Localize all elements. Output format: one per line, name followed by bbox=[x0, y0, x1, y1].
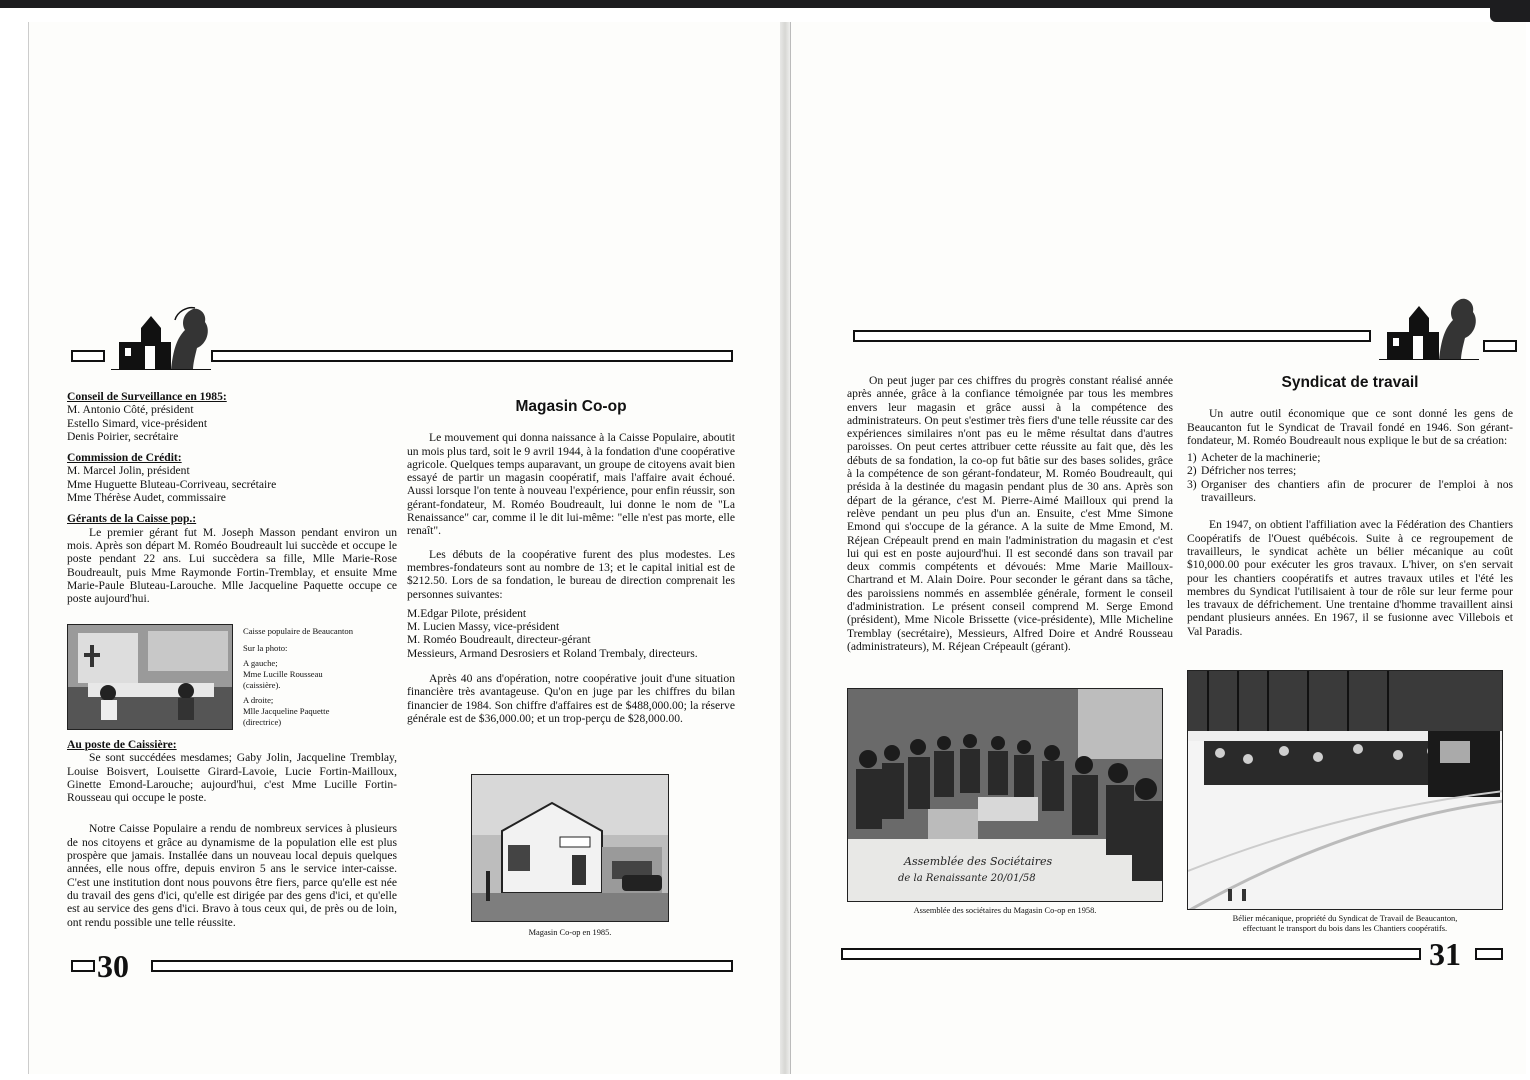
caissiere-text: Se sont succédées mesdames; Gaby Jolin, Jacqueline Tremblay, Louise Boisvert, Louisette Girard-Lavoie, Lucie Fortin-Mailloux, Ginette Emond-Larouche; aujourd'hui, c'est Mme Lucille Fortin-Rousseau qui occupe le poste. bbox=[67, 751, 397, 805]
handwriting-line1: Assemblée des Sociétaires bbox=[904, 855, 1053, 868]
footer-rule-long bbox=[841, 948, 1421, 960]
gerants-text: Le premier gérant fut M. Joseph Masson pendant environ un mois. Après son départ M. Roméo Boudreault lui succède et occupe le poste pendant 22 ans. Lui succèdera sa fille, Mlle Marie-Rose Boudreault, puis Mme Raymonde Fortin-Tremblay, et ensuite Mme Marie-Paule Bluteau-Larouche. Mlle Jacqueline Paquette occupe ce poste aujourd'hui. bbox=[67, 525, 397, 606]
caption-sur-photo: Sur la photo: bbox=[243, 643, 288, 653]
assemblee-photo bbox=[847, 688, 1163, 902]
magasin-p2: Les débuts de la coopérative furent des plus modestes. Les membres-fondateurs sont au nombre de 13; et le capital initial est de $212.50. Lors de sa fondation, le bureau de direction comprenait les personnes suivantes: bbox=[407, 547, 735, 601]
header-rule-short bbox=[1483, 340, 1517, 352]
director-item: Messieurs, Armand Desrosiers et Roland Trembaly, directeurs. bbox=[407, 646, 698, 660]
magasin-p3: Après 40 ans d'opération, notre coopérative jouit d'une situation financière très avantageuse. Qu'on en juge par les chiffres du bilan financier de 1984. Son chiffre d'affaires est de $488,000.00; la réserve générale est de $36,000.00; et un trop-perçu de $28,000.00. bbox=[407, 672, 735, 725]
coop-continued-column bbox=[847, 374, 1173, 653]
book-spine bbox=[780, 22, 790, 1074]
credit-member: M. Marcel Jolin, président bbox=[67, 464, 190, 478]
caption-droite-label: A droite; bbox=[243, 695, 274, 705]
header-rule-long bbox=[211, 350, 733, 362]
belier-caption-2: effectuant le transport du bois dans les Chantiers coopératifs. bbox=[1242, 924, 1448, 933]
caissiere-heading: Au poste de Caissière: bbox=[67, 738, 177, 751]
syndicat-title: Syndicat de travail bbox=[1281, 374, 1419, 391]
page-number-right: 31 bbox=[1429, 936, 1461, 972]
credit-member: Mme Huguette Bluteau-Corriveau, secrétaire bbox=[67, 477, 277, 491]
caption-gauche-label: A gauche; bbox=[243, 658, 278, 668]
assemblee-caption: Assemblée des sociétaires du Magasin Co-op en 1958. bbox=[913, 906, 1097, 915]
page-number-left: 30 bbox=[97, 948, 129, 984]
scanner-corner bbox=[1490, 0, 1530, 22]
right-page bbox=[790, 22, 1526, 1074]
caption-droite-role: (directrice) bbox=[243, 717, 282, 727]
gerants-heading: Gérants de la Caisse pop.: bbox=[67, 512, 197, 526]
conseil-heading: Conseil de Surveillance en 1985: bbox=[67, 390, 227, 403]
magasin-title: Magasin Co-op bbox=[515, 398, 627, 415]
syndicat-list-item: 1) Acheter de la machinerie; bbox=[1187, 451, 1321, 465]
director-item: M. Lucien Massy, vice-président bbox=[407, 620, 560, 634]
caption-droite-name: Mlle Jacqueline Paquette bbox=[243, 706, 330, 716]
conseil-member: Denis Poirier, secrétaire bbox=[67, 429, 179, 443]
caption-title: Caisse populaire de Beaucanton bbox=[243, 626, 354, 636]
left-column bbox=[67, 390, 397, 605]
footer-rule-short bbox=[71, 960, 95, 972]
footer-rule-long bbox=[151, 960, 733, 972]
conseil-member: Estello Simard, vice-président bbox=[67, 416, 208, 430]
director-item: M. Roméo Boudreault, directeur-gérant bbox=[407, 633, 591, 647]
syndicat-list-item: 2) Défricher nos terres; bbox=[1187, 464, 1297, 478]
left-page bbox=[28, 22, 780, 1074]
church-icon bbox=[1379, 290, 1479, 360]
handwriting-line2: de la Renaissante 20/01/58 bbox=[898, 873, 1036, 884]
syndicat-p1: Un autre outil économique que ce sont donné les gens de Beaucanton fut le Syndicat de Travail fondé en 1946. Son gérant-fondateur, M. Roméo Boudreault nous explique le but de sa création: bbox=[1187, 407, 1513, 447]
caption-gauche-role: (caissière). bbox=[243, 680, 281, 690]
syndicat-column bbox=[1187, 376, 1513, 638]
scanner-top-edge bbox=[0, 0, 1530, 8]
director-item: M.Edgar Pilote, président bbox=[407, 606, 527, 620]
belier-caption-1: Bélier mécanique, propriété du Syndicat de Travail de Beaucanton, bbox=[1232, 914, 1458, 923]
conclusion-text: Notre Caisse Populaire a rendu de nombreux services à plusieurs de nos citoyens et grâce au dynamisme de la population elle est plus prospère que jamais. Installée dans un nouveau local depuis quelques années, elle nous offre, depuis environ 5 ans le service inter-caisse. C'est une institution dont nous pouvons être fiers, parce qu'elle est née du travail des gens d'ici, qu'elle est dirigée par des gens d'ici, et qu'elle est au service des gens d'ici. Bravo à tous ceux qui, de près ou de loin, ont rendu possible une telle réussite. bbox=[67, 822, 397, 929]
header-rule-short bbox=[71, 350, 105, 362]
credit-member: Mme Thérèse Audet, commissaire bbox=[67, 491, 226, 505]
syndicat-p2: En 1947, on obtient l'affiliation avec la Fédération des Chantiers Coopératifs de l'Ouest québécois. Suite à ce regroupement de travailleurs, le syndicat achète un bélier mécanique au coût $10,000.00 pour exécuter les gros travaux. L'hiver, on s'en servait pour les chantiers coopératifs et autres travaux utiles et l'été les membres du Syndicat l'utilisaient à tour de rôle sur leur ferme pour les travaux de défrichement. Une trentaine d'homme travaillent ainsi pendant plusieurs années. En 1967, il se fusionne avec Villebois et Val Paradis. bbox=[1187, 518, 1513, 638]
caisse-photo-caption bbox=[243, 626, 393, 728]
caption-gauche-name: Mme Lucille Rousseau bbox=[243, 669, 323, 679]
caisse-photo bbox=[67, 624, 233, 730]
syndicat-list-item: 3) Organiser des chantiers afin de procurer de l'emploi à nos travailleurs. bbox=[1187, 477, 1513, 505]
conseil-member: M. Antonio Côté, président bbox=[67, 403, 194, 417]
magasin-photo-caption: Magasin Co-op en 1985. bbox=[528, 928, 612, 937]
footer-rule-short bbox=[1475, 948, 1503, 960]
coop-continued-text: On peut juger par ces chiffres du progrès constant réalisé année après année, grâce à la confiance témoignée par tous les membres envers leur magasin et grâce aussi à la compétence des administrateurs. On peut s'estimer très fiers d'une telle réussite car des expériences similaires n'ont pas eu le même résultat dans d'autres paroisses. On peut certes attribuer cette réussite au fait que, dès les débuts de sa fondation, la co-op fut bâtie sur des bases solides, grâce à la compétence de son gérant-fondateur, M. Roméo Boudreault, qui présida à la destinée du magasin pendant plus de 30 ans. Après son départ de la gérance, c'est M. Pierre-Aimé Mailloux qui prend la relève pendant un peu plus d'un an. Ensuite, c'est Mme Simone Emond qui s'occupe de la gérance. A la suite de Mme Emond, M. Réjean Crépeault prend en main l'administration du magasin et c'est lui qui est en poste aujourd'hui. Il est secondé dans son travail par deux commis compétents et dévoués: Mme Marie Mailloux-Chartrand et M. Alain Doire. Pour seconder le gérant dans sa tâche, des paroissiens nommés en assemblée générale, forment le conseil d'administration. Le présent conseil comprend M. Serge Emond (président), Mme Nicole Brissette (vice-présidente), Mlle Micheline Tremblay (secrétaire), Messieurs, Alfred Doire et André Rousseau (administrateurs), M. Réjean Crépeault (gérant). bbox=[847, 374, 1173, 653]
left-column-lower bbox=[67, 738, 397, 929]
belier-photo bbox=[1187, 670, 1503, 910]
credit-heading: Commission de Crédit: bbox=[67, 451, 182, 465]
magasin-column bbox=[407, 400, 735, 725]
magasin-photo bbox=[471, 774, 669, 922]
magasin-p1: Le mouvement qui donna naissance à la Caisse Populaire, aboutit un mois plus tard, soit le 9 avril 1944, à la fondation d'une coopérative agricole. Quelques temps auparavant, un groupe de citoyens avait bien essayé de partir un magasin coopératif, mais l'affaire avait échoué. Aussi lorsque l'on tente à nouveau l'expérience, pour enfin réussir, son gérant-fondateur, M. Roméo Boudreault, lui donne le nom de "La Renaissance" car, comme il le dit lui-même: "elle n'est pas morte, elle renaît". bbox=[407, 431, 735, 538]
header-rule-long bbox=[853, 330, 1371, 342]
church-icon bbox=[111, 300, 211, 370]
